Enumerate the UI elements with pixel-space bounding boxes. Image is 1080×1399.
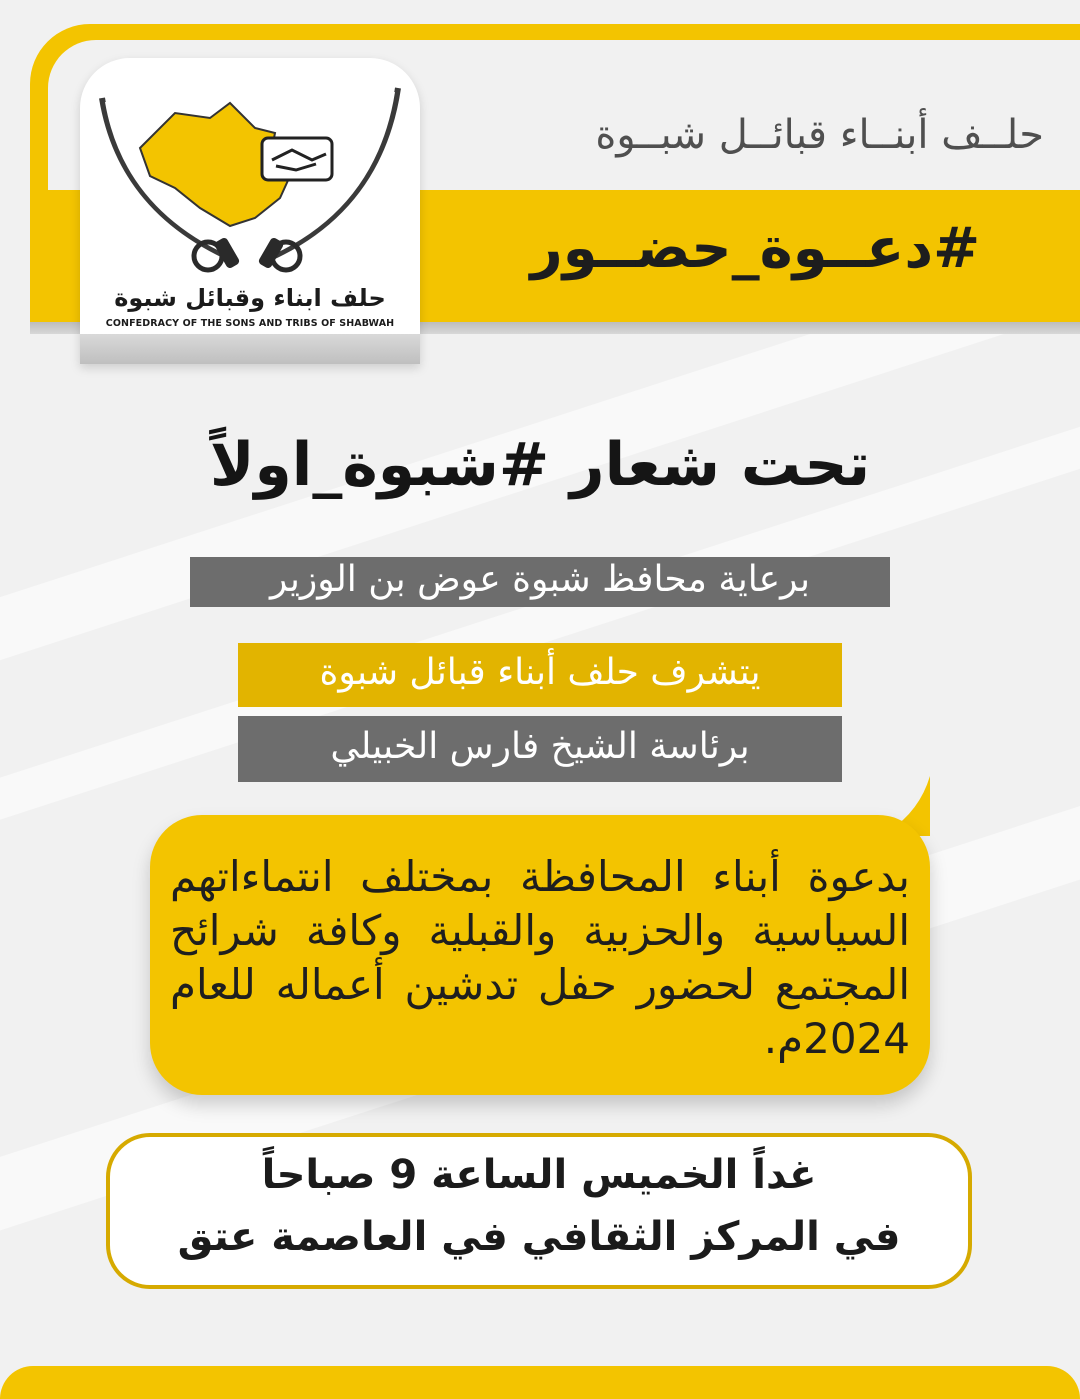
chair-banner [238, 716, 842, 782]
chair-text: برئاسة الشيخ فارس الخبيلي [330, 726, 750, 768]
handshake-icon [262, 138, 332, 180]
event-place: في المركز الثقافي في العاصمة عتق [177, 1214, 901, 1260]
sponsor-text: برعاية محافظ شبوة عوض بن الوزير [269, 559, 811, 601]
organization-name: حلــف أبنــاء قبائــل شبــوة [595, 112, 1044, 158]
invitation-hashtag: #دعــوة_حضــور [530, 216, 980, 281]
logo-emblem [80, 58, 420, 288]
logo-card [80, 58, 420, 364]
logo-name-arabic: حلف ابناء وقبائل شبوة [114, 284, 386, 312]
invitation-text: بدعوة أبناء المحافظة بمختلف انتماءاتهم السياسية والحزبية والقبلية وكافة شرائح المجتمع لحضور حفل تدشين أعماله للعام 2024م. [170, 852, 910, 1063]
event-time: غداً الخميس الساعة 9 صباحاً [261, 1152, 817, 1198]
slogan-heading: تحت شعار #شبوة_اولاً [209, 430, 871, 500]
honor-text: يتشرف حلف أبناء قبائل شبوة [319, 652, 761, 694]
footer-band [0, 1366, 1080, 1399]
sponsor-banner [190, 557, 890, 607]
honor-banner [238, 643, 842, 707]
logo-name-english: CONFEDRACY OF THE SONS AND TRIBS OF SHABWAH [105, 318, 395, 329]
logo-card-base [80, 334, 420, 364]
